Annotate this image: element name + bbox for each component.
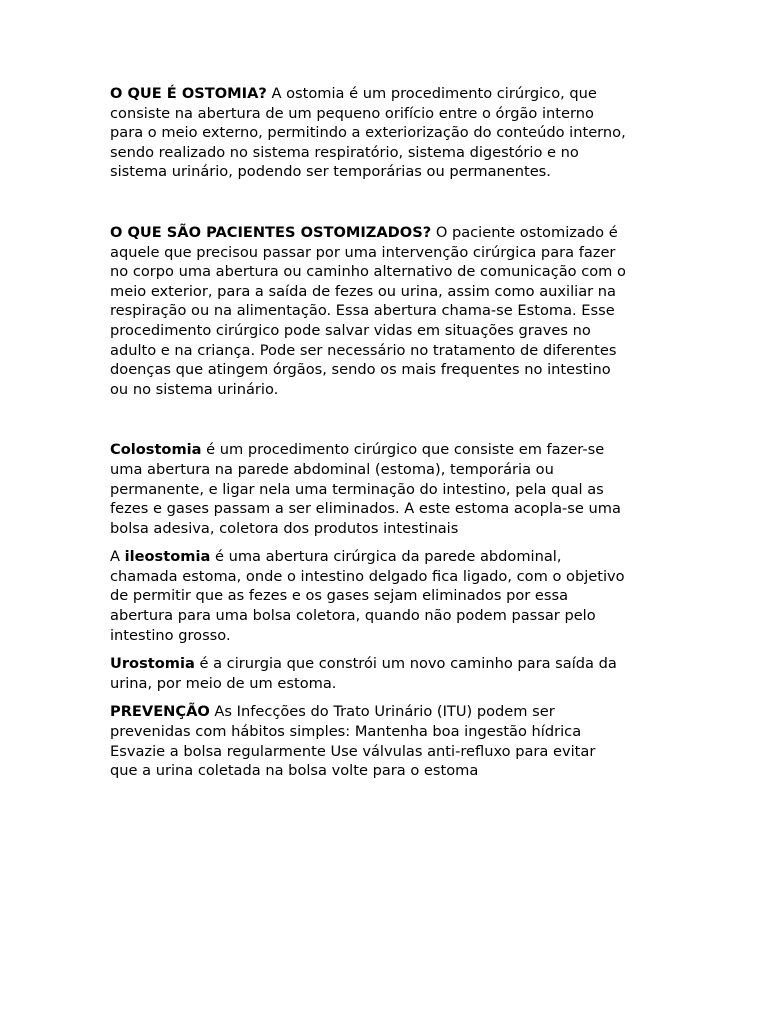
section-what-is-ostomy bbox=[110, 84, 670, 182]
section-heading: PREVENÇÃO bbox=[110, 703, 210, 721]
section-body: é um procedimento cirúrgico que consiste em fazer-se uma abertura na parede abdominal (estoma), temporária ou permanente, e ligar nela uma terminação do intestino, pela qual as fezes e gases passam a ser eliminados. A este estoma acopla-se uma bolsa adesiva, coletora dos produtos intestinais bbox=[110, 441, 621, 537]
section-prefix: A bbox=[110, 548, 125, 566]
section-body: é uma abertura cirúrgica da parede abdominal, chamada estoma, onde o intestino delgado fica ligado, com o objetivo de permitir que as fezes e os gases sejam eliminados por essa abertura para uma bolsa coletora, quando não podem passar pelo intestino grosso. bbox=[110, 548, 625, 644]
section-heading: Colostomia bbox=[110, 441, 202, 459]
document-page bbox=[110, 84, 670, 781]
section-ostomized-patients bbox=[110, 223, 670, 399]
section-body: A ostomia é um procedimento cirúrgico, que consiste na abertura de um pequeno orifício entre o órgão interno para o meio externo, permitindo a exteriorização do conteúdo interno, sendo realizado no sistema respiratório, sistema digestório e no sistema urinário, podendo ser temporárias ou permanentes. bbox=[110, 85, 626, 181]
section-body: é a cirurgia que constrói um novo caminho para saída da urina, por meio de um estoma. bbox=[110, 655, 617, 692]
section-colostomy bbox=[110, 440, 670, 538]
section-body: As Infecções do Trato Urinário (ITU) podem ser prevenidas com hábitos simples: Mantenha boa ingestão hídrica Esvazie a bolsa regularmente Use válvulas anti-refluxo para evitar que a urina coletada na bolsa volte para o estoma bbox=[110, 703, 596, 780]
section-ileostomy bbox=[110, 547, 670, 645]
section-heading: ileostomia bbox=[124, 548, 211, 566]
section-body: O paciente ostomizado é aquele que precisou passar por uma intervenção cirúrgica para fazer no corpo uma abertura ou caminho alternativo de comunicação com o meio exterior, para a saída de fezes ou urina, assim como auxiliar na respiração ou na alimentação. Essa abertura chama-se Estoma. Esse procedimento cirúrgico pode salvar vidas em situações graves no adulto e na criança. Pode ser necessário no tratamento de diferentes doenças que atingem órgãos, sendo os mais frequentes no intestino ou no sistema urinário. bbox=[110, 223, 626, 398]
section-prevention bbox=[110, 702, 670, 780]
section-urostomy bbox=[110, 654, 670, 693]
section-heading: O QUE SÃO PACIENTES OSTOMIZADOS? bbox=[110, 223, 432, 241]
section-heading: O QUE É OSTOMIA? bbox=[110, 85, 267, 102]
section-heading: Urostomia bbox=[110, 655, 195, 673]
